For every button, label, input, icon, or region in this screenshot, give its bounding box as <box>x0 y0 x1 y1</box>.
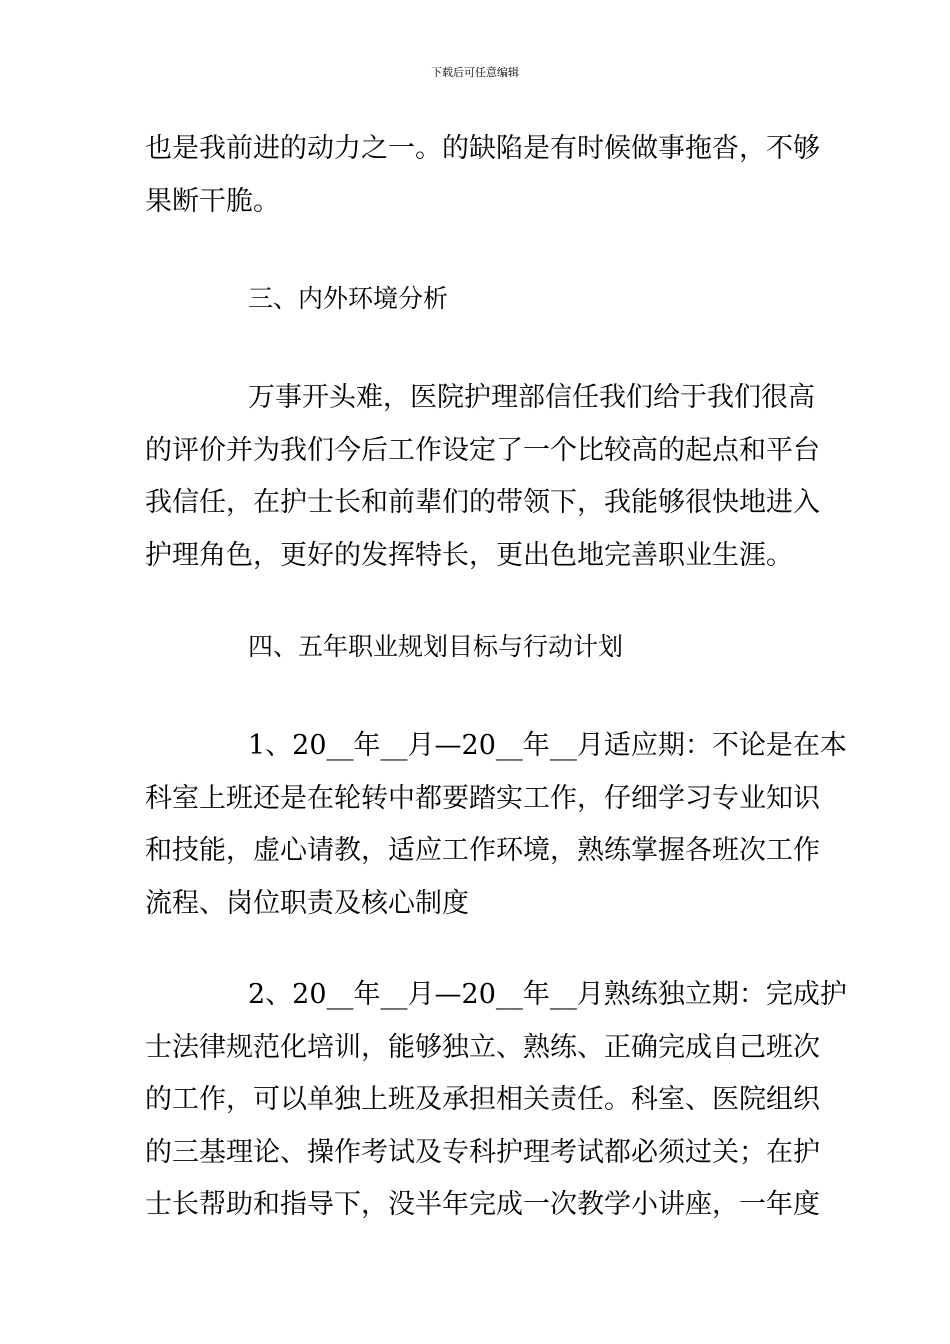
text-line: 和技能，虚心请教，适应工作环境，熟练掌握各班次工作 <box>145 835 820 866</box>
paragraph-4 <box>145 978 847 1241</box>
text-line: 果断干脆。 <box>145 185 280 217</box>
text-line: 士长帮助和指导下，没半年完成一次教学小讲座，一年度 <box>145 1189 820 1220</box>
text-line: 流程、岗位职责及核心制度 <box>145 887 469 919</box>
text-line: 的工作，可以单独上班及承担相关责任。科室、医院组织 <box>145 1084 820 1115</box>
page-header: 下载后可任意编辑 <box>431 66 519 79</box>
text-line: 万事开头难，医院护理部信任我们给于我们很高 <box>248 382 815 413</box>
text-line: 我信任，在护士长和前辈们的带领下，我能够很快地进入 <box>145 487 820 518</box>
text-line: 士法律规范化培训，能够独立、熟练、正确完成自己班次 <box>145 1031 820 1063</box>
text-line: 1、20__年__月—20__年__月适应期：不论是在本 <box>248 730 847 761</box>
text-line: 2、20__年__月—20__年__月熟练独立期：完成护 <box>248 979 847 1010</box>
text-line: 的三基理论、操作考试及专科护理考试都必须过关；在护 <box>145 1136 820 1168</box>
paragraph-1 <box>145 132 825 237</box>
section-heading-4 <box>145 630 825 683</box>
text-line: 也是我前进的动力之一。的缺陷是有时候做事拖沓，不够 <box>145 133 820 164</box>
text-line: 护理角色，更好的发挥特长，更出色地完善职业生涯。 <box>145 539 793 571</box>
text-line: 的评价并为我们今后工作设定了一个比较高的起点和平台 <box>145 434 820 466</box>
section-heading: 三、内外环境分析 <box>248 284 449 313</box>
text-line: 科室上班还是在轮转中都要踏实工作，仔细学习专业知识 <box>145 782 820 814</box>
section-heading-3 <box>145 282 825 335</box>
paragraph-3 <box>145 729 847 939</box>
paragraph-2 <box>145 381 825 591</box>
section-heading: 四、五年职业规划目标与行动计划 <box>248 632 624 661</box>
